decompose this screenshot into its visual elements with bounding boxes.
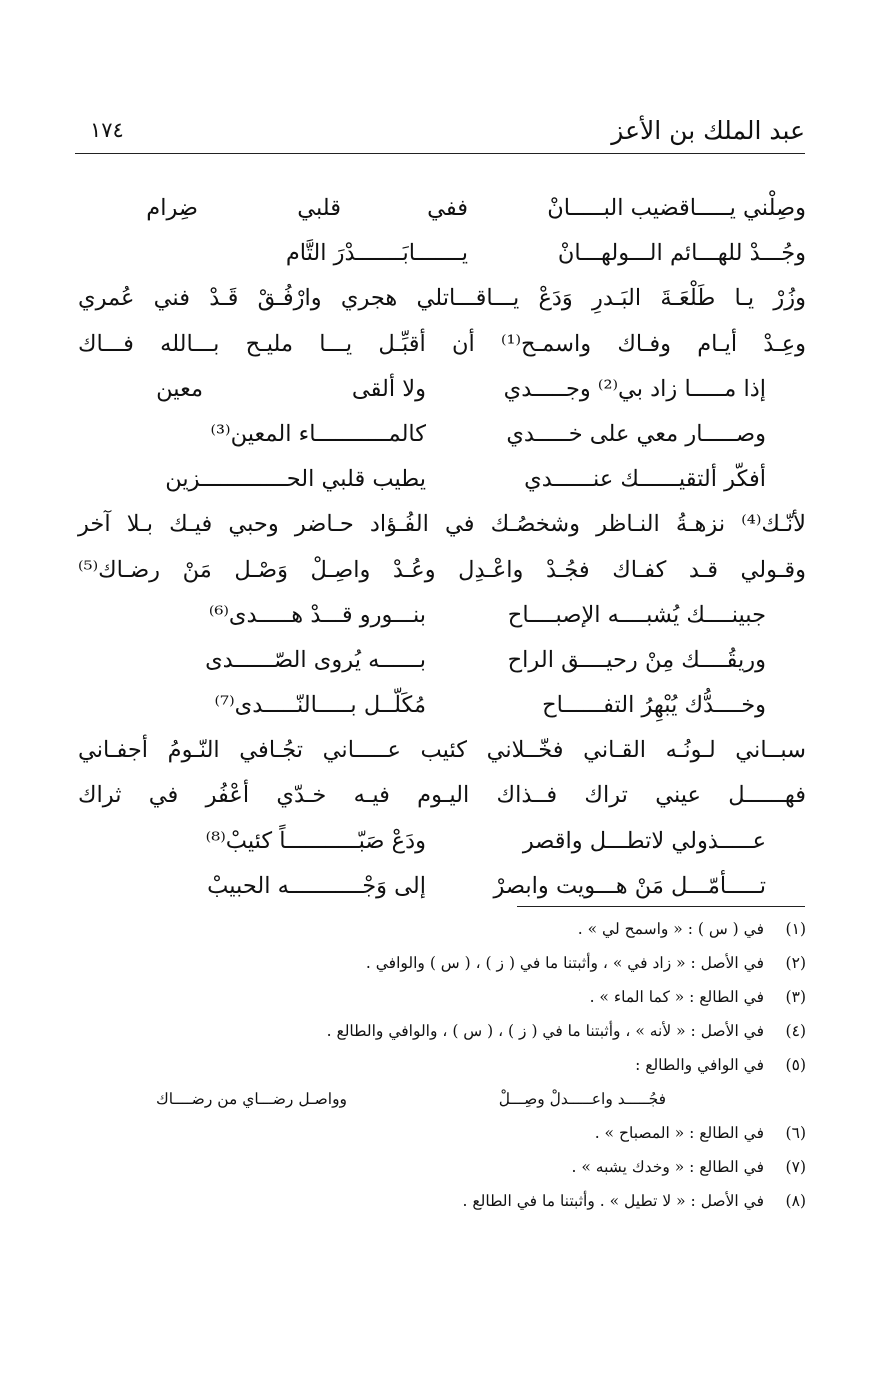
footnote bbox=[78, 912, 806, 946]
footnote-text: في الطالع : « المصباح » . bbox=[594, 1124, 764, 1142]
page-number: ١٧٤ bbox=[90, 118, 124, 142]
verse-line bbox=[78, 322, 806, 367]
verse-segment: وصـــــار معي على خـــــدي bbox=[506, 420, 766, 447]
footnote-verse-second-hemistich: وواصـل رضـــاي من رضــــاك bbox=[156, 1090, 348, 1108]
footnote-number: (٥) bbox=[785, 1056, 806, 1074]
footnote-number: (٧) bbox=[785, 1158, 806, 1176]
verse-text: وعِـدْ أيـام وفـاك واسمـح⁽¹⁾ أن أقبِّـل يـــا مليـح بـــالله فـــاك bbox=[78, 330, 806, 357]
verse-line bbox=[78, 367, 806, 412]
verse-line bbox=[78, 638, 806, 683]
footnote-text: في الوافي والطالع : bbox=[635, 1056, 764, 1074]
verse-segment: وصِلْني يـــــاقضيب البـــــانْ bbox=[547, 195, 806, 221]
header-rule bbox=[75, 153, 805, 154]
footnote-text: في الطالع : « كما الماء » . bbox=[589, 988, 764, 1006]
verse-segment: تـــــأمّـــل مَنْ هـــويت وابصرْ bbox=[493, 872, 766, 899]
footnote-number: (٢) bbox=[785, 954, 806, 972]
verse-segment: قلبي bbox=[297, 195, 341, 221]
verse-line bbox=[78, 457, 806, 502]
verse-line bbox=[78, 276, 806, 321]
verse-line bbox=[78, 412, 806, 457]
verse-segment: ودَعْ صَبّـــــــــــاً كئيبْ⁽⁸⁾ bbox=[205, 827, 426, 854]
footnote-text: في ( س ) : « واسمح لي » . bbox=[577, 920, 764, 938]
footnote-verse-first-hemistich: فجُـــــد واعـــــدلْ وصِـــلْ bbox=[498, 1090, 666, 1108]
footnote-text: في الطالع : « وخدك يشبه » . bbox=[571, 1158, 764, 1176]
verse-segment: إلى وَجْـــــــــــه الحبيبْ bbox=[207, 872, 426, 899]
footnote bbox=[78, 1048, 806, 1082]
running-title: عبد الملك بن الأعز bbox=[611, 116, 805, 145]
verse-text: وزُرْ يـا طَلْعَـةَ البَـدرِ وَدَعْ يـــاقـــاتلي هجري وارْفُـقْ قَـدْ فني عُمري bbox=[78, 285, 806, 312]
footnote bbox=[78, 980, 806, 1014]
verse-segment: بــــــه يُروى الصّــــــدى bbox=[205, 646, 426, 673]
verse-segment: جبينــــك يُشبــــه الإصبــــاح bbox=[507, 601, 766, 628]
verse-line bbox=[78, 593, 806, 638]
verse-segment: مُكَلّــل بـــــالنّـــــدى⁽⁷⁾ bbox=[214, 692, 426, 719]
footnote-number: (٤) bbox=[785, 1022, 806, 1040]
verse-line bbox=[78, 864, 806, 909]
verse-text: وقـولي قـد كفـاك فجُـدْ واعْـدِل وعُـدْ واصِـلْ وَصْـل مَنْ رضـاك⁽⁵⁾ bbox=[78, 556, 806, 583]
verse-segment: بنـــورو قـــدْ هـــــدى⁽⁶⁾ bbox=[208, 601, 426, 628]
footnote bbox=[78, 946, 806, 980]
verse-line bbox=[78, 502, 806, 547]
verse-text: فهــــــل عيني تراك فــذاك اليـوم فيـه خـدّي أعْفُر في ثراك bbox=[78, 782, 806, 809]
footnote-text: في الأصل : « زاد في » ، وأثبتنا ما في ( ز ) ، ( س ) والوافي . bbox=[365, 954, 764, 972]
verse-line bbox=[78, 773, 806, 818]
footnote-number: (٣) bbox=[785, 988, 806, 1006]
verse-segment: ضِرام bbox=[146, 195, 198, 221]
footnote bbox=[78, 1184, 806, 1218]
verse-segment: معين bbox=[156, 375, 203, 402]
verse-segment: إذا مـــــا زاد بي⁽²⁾ وجـــــدي bbox=[503, 375, 766, 402]
verse-segment: كالمـــــــــــاء المعين⁽³⁾ bbox=[210, 420, 426, 447]
footnote bbox=[78, 1116, 806, 1150]
footnote-verse bbox=[78, 1082, 806, 1116]
footnote-rule bbox=[517, 906, 805, 907]
verse-line bbox=[78, 819, 806, 864]
verse-line bbox=[78, 231, 806, 276]
footnotes bbox=[78, 912, 806, 1218]
verse-segment: وريقُــــك مِنْ رحيــــق الراح bbox=[507, 646, 766, 673]
verse-segment: عـــــذولي لاتطـــل واقصر bbox=[522, 827, 766, 854]
verse-line bbox=[78, 683, 806, 728]
verse-segment: يـــــــابَـــــــدْرَ التَّام bbox=[285, 240, 468, 267]
verse-segment: ففي bbox=[427, 195, 468, 221]
footnote-number: (٦) bbox=[785, 1124, 806, 1142]
page-header bbox=[75, 112, 805, 156]
poem-body bbox=[78, 186, 806, 909]
verse-line bbox=[78, 728, 806, 773]
verse-line bbox=[78, 186, 806, 231]
verse-segment: يطيب قلبي الحـــــــــــــزين bbox=[165, 466, 426, 493]
verse-text: سبــاني لـونُـه القـاني فخّــلاني كئيب عـــــاني تجُـافي النّـومُ أجفـاني bbox=[78, 737, 806, 764]
verse-segment: وجُـــدْ للهـــائم الـــولهـــانْ bbox=[557, 240, 806, 267]
verse-text: لأنّـك⁽⁴⁾ نزهـةُ النـاظر وشخصُـك في الفُـؤاد حـاضر وحبي فيـك بـلا آخر bbox=[78, 511, 806, 538]
verse-segment: أفكّر ألتقيــــــك عنــــــدي bbox=[524, 466, 766, 493]
footnote-number: (١) bbox=[785, 920, 806, 938]
footnote-text: في الأصل : « لا تطيل » . وأثبتنا ما في الطالع . bbox=[462, 1192, 764, 1210]
footnote-number: (٨) bbox=[785, 1192, 806, 1210]
verse-line bbox=[78, 548, 806, 593]
footnote bbox=[78, 1014, 806, 1048]
verse-segment: وخــــدُّك يُبْهِرُ التفــــــاح bbox=[542, 692, 766, 719]
verse-segment: ولا ألقى bbox=[351, 375, 426, 402]
footnote bbox=[78, 1150, 806, 1184]
footnote-text: في الأصل : « لأنه » ، وأثبتنا ما في ( ز ) ، ( س ) ، والوافي والطالع . bbox=[326, 1022, 764, 1040]
